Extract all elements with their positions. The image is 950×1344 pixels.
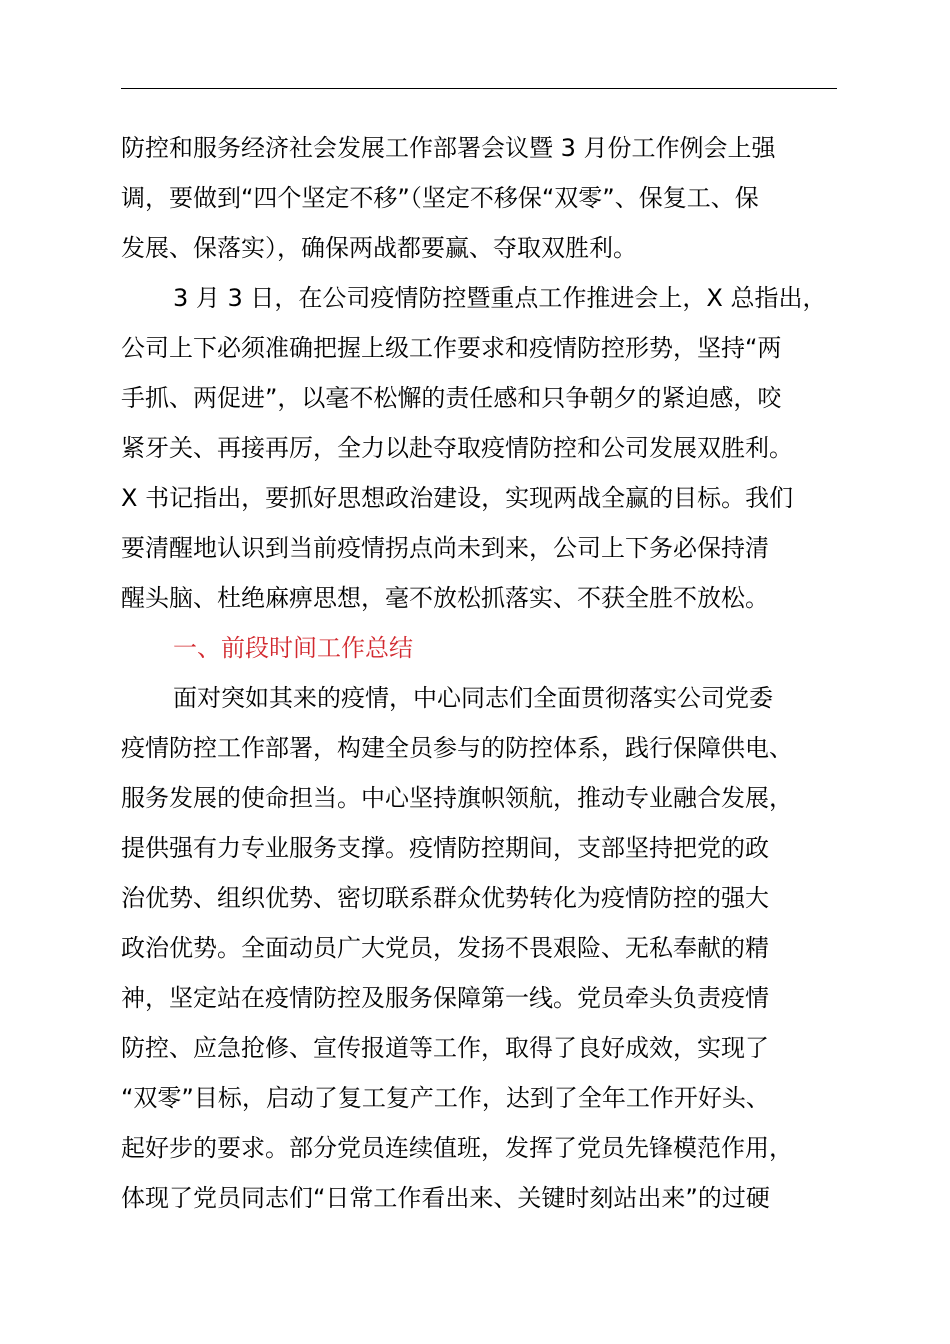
text-line: 治优势、组织优势、密切联系群众优势转化为疫情防控的强大 xyxy=(121,884,769,912)
text-line: 神，坚定站在疫情防控及服务保障第一线。党员牵头负责疫情 xyxy=(121,984,769,1012)
text-line: X 书记指出，要抓好思想政治建设，实现两战全赢的目标。我们 xyxy=(121,484,794,512)
paragraph-start: 面对突如其来的疫情，中心同志们全面贯彻落实公司党委 xyxy=(173,684,773,712)
header-rule xyxy=(121,88,837,89)
document-body xyxy=(121,123,866,1223)
text-line: “双零”目标，启动了复工复产工作，达到了全年工作开好头、 xyxy=(121,1084,770,1112)
paragraph-start: 3 月 3 日，在公司疫情防控暨重点工作推进会上，X 总指出， xyxy=(173,284,827,312)
text-line: 疫情防控工作部署，构建全员参与的防控体系，践行保障供电、 xyxy=(121,734,793,762)
text-line: 调，要做到“四个坚定不移”（坚定不移保“双零”、保复工、保 xyxy=(121,184,759,212)
text-line: 防控、应急抢修、宣传报道等工作，取得了良好成效，实现了 xyxy=(121,1034,769,1062)
text-line: 公司上下必须准确把握上级工作要求和疫情防控形势，坚持“两 xyxy=(121,334,782,362)
text-line: 醒头脑、杜绝麻痹思想，毫不放松抓落实、不获全胜不放松。 xyxy=(121,584,769,612)
text-line: 起好步的要求。部分党员连续值班，发挥了党员先锋模范作用， xyxy=(121,1134,793,1162)
text-line: 服务发展的使命担当。中心坚持旗帜领航，推动专业融合发展， xyxy=(121,784,793,812)
text-line: 发展、保落实），确保两战都要赢、夺取双胜利。 xyxy=(121,234,637,262)
text-line: 要清醒地认识到当前疫情拐点尚未到来，公司上下务必保持清 xyxy=(121,534,769,562)
text-line: 防控和服务经济社会发展工作部署会议暨 3 月份工作例会上强 xyxy=(121,134,776,162)
section-heading: 一、前段时间工作总结 xyxy=(173,634,413,662)
text-line: 紧牙关、再接再厉，全力以赴夺取疫情防控和公司发展双胜利。 xyxy=(121,434,793,462)
text-line: 手抓、两促进”，以毫不松懈的责任感和只争朝夕的紧迫感，咬 xyxy=(121,384,782,412)
text-line: 政治优势。全面动员广大党员，发扬不畏艰险、无私奉献的精 xyxy=(121,934,769,962)
text-line: 体现了党员同志们“日常工作看出来、关键时刻站出来”的过硬 xyxy=(121,1184,770,1212)
text-line: 提供强有力专业服务支撑。疫情防控期间，支部坚持把党的政 xyxy=(121,834,769,862)
